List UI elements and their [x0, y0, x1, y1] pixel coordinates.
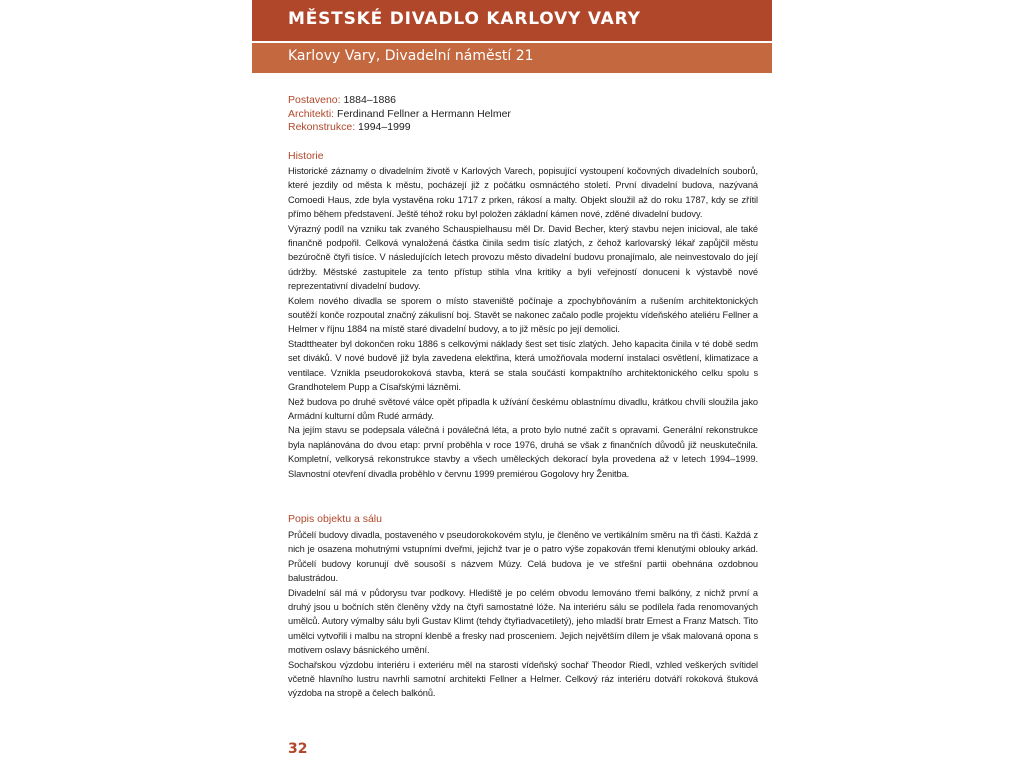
- description-paragraph: Divadelní sál má v půdorysu tvar podkovy. Hlediště je po celém obvodu lemováno třemi balkóny, z nichž první a druhý jsou u bočních stěn členěny vždy na čtyři samostatné lóže. Na interiéru sálu se podílela řada renomovaných umělců. Autory výmalby sálu byli Gustav Klimt (tehdy čtyřiadvacetiletý), jeho mladší bratr Ernest a Franz Matsch. Tito umělci vytvořili i malbu na stropní klenbě a fresky nad prosceniem. Jejich největším dílem je však malovaná opona s motivem oslavy básnického umění.: [288, 587, 758, 656]
- history-paragraph: Stadttheater byl dokončen roku 1886 s celkovými náklady šest set tisíc zlatých. Jeho kapacita činila v té době sedm set diváků. V nové budově již byla zavedena elektřina, která umožňovala moderní instalaci osvětlení, klimatizace a ventilace. Vznikla pseudorokoková stavba, která se stala součástí kompaktního architektonického celku spolu s Grandhotelem Pupp a Císařskými lázněmi.: [288, 338, 758, 393]
- reconstruction-value: 1994–1999: [355, 121, 411, 133]
- description-paragraph: Průčelí budovy divadla, postaveného v pseudorokokovém stylu, je členěno ve vertikálním směru na tři části. Každá z nich je osazena mohutnými vstupními dveřmi, jejichž tvar je o patro výše zopakován třemi klenutými oblouky arkád. Průčelí budovy korunují dvě sousoší s názvem Múzy. Celá budova je ve střešní partii obehnána ozdobnou balustrádou.: [288, 530, 758, 584]
- page-subtitle: Karlovy Vary, Divadelní náměstí 21: [288, 48, 534, 64]
- reconstruction-label: Rekonstrukce:: [288, 121, 356, 133]
- history-paragraph: Na jejím stavu se podepsala válečná i poválečná léta, a proto bylo nutné začít s opravami. Generální rekonstrukce byla naplánována do dvou etap: první proběhla v roce 1976, druhá se však z finančních důvodů již neuskutečnila. Kompletní, velkorysá rekonstrukce stavby a všech uměleckých dekorací byla provedena až v letech 1994–1999. Slavnostní otevření divadla proběhlo v červnu 1999 premiérou Gogolovy hry Ženitba.: [288, 425, 758, 479]
- history-heading: Historie: [288, 150, 324, 162]
- building-facts: [288, 94, 758, 135]
- architects-value: Ferdinand Fellner a Hermann Helmer: [334, 107, 511, 120]
- built-row: [288, 94, 758, 108]
- history-paragraph: Kolem nového divadla se sporem o místo staveniště počínaje a zpochybňováním a rušením architektonických soutěží konče rozpoutal značný zákulisní boj. Stavět se nakonec začalo podle projektu vídeňského ateliéru Fellner a Helmer v říjnu 1884 na místě staré divadelní budovy, a to již měsíc po její demolici.: [288, 295, 758, 335]
- built-label: Postaveno:: [288, 94, 341, 106]
- history-paragraph: Než budova po druhé světové válce opět připadla k užívání českému oblastnímu divadlu, krátkou chvíli sloužila jako Armádní kulturní dům Rudé armády.: [288, 396, 758, 421]
- description-text: [288, 528, 758, 701]
- page-title: MĚSTSKÉ DIVADLO KARLOVY VARY: [288, 9, 641, 29]
- architects-row: [288, 108, 758, 122]
- document-page: [252, 0, 772, 768]
- built-value: 1884–1886: [340, 94, 397, 106]
- history-text: [288, 164, 758, 481]
- description-heading: Popis objektu a sálu: [288, 513, 382, 525]
- history-paragraph: Výrazný podíl na vzniku tak zvaného Schauspielhausu měl Dr. David Becher, který stavbu nejen inicioval, ale také finančně podpořil. Celková vynaložená částka činila sedm tisíc zlatých, z čehož karlovarský lékař zapůjčil městu bezúročně čtyři tisíce. V následujících letech provozu město divadelní budovu pronajímalo, ale neinvestovalo do její údržby. Městské zastupitele za tento přístup stihla vlna kritiky a byli veřejností donuceni k výstavbě nové reprezentativní divadelní budovy.: [288, 223, 758, 292]
- history-paragraph: Historické záznamy o divadelním životě v Karlových Varech, popisující vystoupení kočovných divadelních souborů, které jezdily od města k městu, pocházejí již z počátku osmnáctého století. První divadelní budova, nazývaná Comoedi Haus, zde byla vystavěna roku 1717 z prken, rákosí a malty. Objekt sloužil až do roku 1787, kdy se zřítil přímo během představení. Ještě téhož roku byl položen základní kámen nové, zděné divadelní budovy.: [288, 166, 758, 220]
- description-paragraph: Sochařskou výzdobu interiéru i exteriéru měl na starosti vídeňský sochař Theodor Riedl, vzhled veškerých svítidel včetně hlavního lustru navrhli samotní architekti Fellner a Helmer. Celkový ráz interiéru dotváří rokoková štuková výzdoba na stropě a čelech balkónů.: [288, 659, 758, 699]
- architects-label: Architekti:: [288, 107, 335, 120]
- page-number: 32: [288, 741, 308, 757]
- reconstruction-row: [288, 121, 758, 135]
